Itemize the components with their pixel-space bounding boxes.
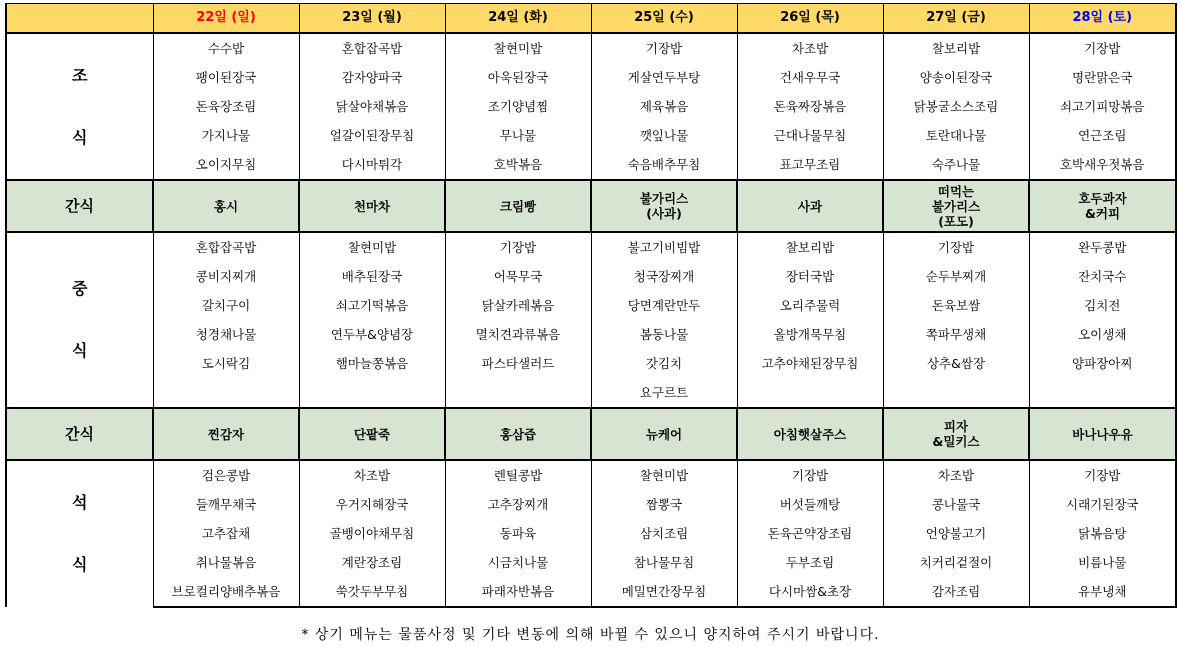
menu-item: 당면계란만두 — [591, 291, 737, 320]
menu-item: 언양불고기 — [883, 519, 1029, 548]
menu-item: 제육볶음 — [591, 92, 737, 121]
menu-item: 시래기된장국 — [1029, 490, 1176, 519]
menu-row — [6, 548, 1176, 577]
menu-item: 호박새우젓볶음 — [1029, 150, 1176, 180]
meal-label — [6, 33, 153, 180]
menu-item: 기장밥 — [445, 232, 591, 262]
menu-item: 토란대나물 — [883, 121, 1029, 150]
meal-label-bottom: 식 — [72, 341, 88, 360]
menu-item: 아욱된장국 — [445, 63, 591, 92]
menu-item: 찰보리밥 — [883, 33, 1029, 63]
menu-item: 비름나물 — [1029, 548, 1176, 577]
menu-item: 기장밥 — [737, 460, 883, 490]
menu-item: 찰현미밥 — [445, 33, 591, 63]
menu-item: 불고기비빔밥 — [591, 232, 737, 262]
meal-label-bottom: 식 — [72, 127, 88, 147]
snack-item: 바나나우유 — [1029, 408, 1176, 460]
menu-item: 기장밥 — [1029, 33, 1176, 63]
snack-row — [6, 180, 1176, 232]
menu-item: 오리주물럭 — [737, 291, 883, 320]
menu-item: 검은콩밥 — [153, 460, 299, 490]
menu-item: 우거지해장국 — [299, 490, 445, 519]
header-corner — [6, 4, 153, 34]
menu-item: 버섯들깨탕 — [737, 490, 883, 519]
menu-item: 갓김치 — [591, 349, 737, 378]
day-header: 27일 (금) — [883, 4, 1029, 34]
menu-item: 청경채나물 — [153, 320, 299, 349]
menu-item: 고추잡채 — [153, 519, 299, 548]
menu-item: 렌틸콩밥 — [445, 460, 591, 490]
menu-item: 연두부&양념장 — [299, 320, 445, 349]
snack-item: 홍시 — [153, 180, 299, 232]
snack-item: 피자 &밀키스 — [883, 408, 1029, 460]
menu-item: 파래자반볶음 — [445, 577, 591, 607]
menu-item: 삼치조림 — [591, 519, 737, 548]
snack-item: 떠먹는 불가리스 (포도) — [883, 180, 1029, 232]
menu-item: 콩비지찌개 — [153, 262, 299, 291]
menu-row — [6, 92, 1176, 121]
menu-item: 다시마튀각 — [299, 150, 445, 180]
menu-item: 혼합잡곡밥 — [153, 232, 299, 262]
menu-item: 상추&쌈장 — [883, 349, 1029, 378]
menu-item: 숙음배추무침 — [591, 150, 737, 180]
snack-item: 뉴케어 — [591, 408, 737, 460]
menu-item: 햄마늘쫑볶음 — [299, 349, 445, 378]
menu-item — [883, 378, 1029, 408]
menu-item: 호박볶음 — [445, 150, 591, 180]
menu-item: 찰현미밥 — [299, 232, 445, 262]
menu-item: 감자조림 — [883, 577, 1029, 607]
menu-item: 고추장찌개 — [445, 490, 591, 519]
snack-item: 크림빵 — [445, 180, 591, 232]
menu-row — [6, 460, 1176, 490]
menu-item: 오이생채 — [1029, 320, 1176, 349]
menu-item: 도시락김 — [153, 349, 299, 378]
menu-row — [6, 519, 1176, 548]
menu-item: 계란장조림 — [299, 548, 445, 577]
day-header: 24일 (화) — [445, 4, 591, 34]
menu-item: 메밀면간장무침 — [591, 577, 737, 607]
menu-item: 봄동나물 — [591, 320, 737, 349]
menu-item: 양파장아찌 — [1029, 349, 1176, 378]
meal-label-bottom: 식 — [72, 555, 88, 574]
menu-item: 가지나물 — [153, 121, 299, 150]
menu-item: 요구르트 — [591, 378, 737, 408]
menu-item: 차조밥 — [883, 460, 1029, 490]
menu-item: 완두콩밥 — [1029, 232, 1176, 262]
snack-item: 천마차 — [299, 180, 445, 232]
menu-item: 취나물볶음 — [153, 548, 299, 577]
meal-label — [6, 460, 153, 607]
snack-item: 아침햇살주스 — [737, 408, 883, 460]
menu-item: 차조밥 — [737, 33, 883, 63]
menu-item: 돈육장조림 — [153, 92, 299, 121]
snack-label: 간식 — [6, 180, 153, 232]
menu-row — [6, 232, 1176, 262]
menu-item: 닭볶음탕 — [1029, 519, 1176, 548]
menu-item: 깻잎나물 — [591, 121, 737, 150]
menu-item: 찰보리밥 — [737, 232, 883, 262]
menu-item: 순두부찌개 — [883, 262, 1029, 291]
menu-item: 차조밥 — [299, 460, 445, 490]
snack-item: 사과 — [737, 180, 883, 232]
menu-item: 청국장찌개 — [591, 262, 737, 291]
snack-row — [6, 408, 1176, 460]
menu-item: 건새우무국 — [737, 63, 883, 92]
menu-item: 닭살카레볶음 — [445, 291, 591, 320]
meal-label-top: 중 — [72, 279, 88, 298]
snack-item: 호두과자 &커피 — [1029, 180, 1176, 232]
menu-item: 쇠고기떡볶음 — [299, 291, 445, 320]
menu-item: 연근조림 — [1029, 121, 1176, 150]
header-row — [6, 4, 1176, 34]
menu-item: 양송이된장국 — [883, 63, 1029, 92]
menu-item: 오이지무침 — [153, 150, 299, 180]
meal-label-top: 석 — [72, 493, 88, 512]
menu-item: 잔치국수 — [1029, 262, 1176, 291]
menu-item: 닭봉굴소스조림 — [883, 92, 1029, 121]
menu-row — [6, 121, 1176, 150]
meal-label-top: 조 — [72, 65, 88, 85]
day-header: 25일 (수) — [591, 4, 737, 34]
menu-item: 조기양념찜 — [445, 92, 591, 121]
menu-item: 표고무조림 — [737, 150, 883, 180]
menu-item: 시금치나물 — [445, 548, 591, 577]
menu-item: 브로컬리양배추볶음 — [153, 577, 299, 607]
menu-change-notice: * 상기 메뉴는 물품사정 및 기타 변동에 의해 바뀔 수 있으니 양지하여 주시기 바랍니다. — [301, 627, 880, 643]
menu-item: 유부냉채 — [1029, 577, 1176, 607]
menu-item: 명란맑은국 — [1029, 63, 1176, 92]
menu-item — [153, 378, 299, 408]
menu-item: 콩나물국 — [883, 490, 1029, 519]
menu-item: 돈육짜장볶음 — [737, 92, 883, 121]
menu-row — [6, 63, 1176, 92]
menu-item: 근대나물무침 — [737, 121, 883, 150]
menu-row — [6, 262, 1176, 291]
menu-item: 닭살야채볶음 — [299, 92, 445, 121]
menu-item: 팽이된장국 — [153, 63, 299, 92]
weekly-menu-table — [5, 3, 1177, 608]
menu-item: 수수밥 — [153, 33, 299, 63]
menu-item: 두부조림 — [737, 548, 883, 577]
menu-item: 다시마쌈&초장 — [737, 577, 883, 607]
snack-item: 홍삼즙 — [445, 408, 591, 460]
menu-item: 갈치구이 — [153, 291, 299, 320]
menu-row — [6, 320, 1176, 349]
menu-item: 얼갈이된장무침 — [299, 121, 445, 150]
menu-item: 찰현미밥 — [591, 460, 737, 490]
menu-item: 치커리겉절이 — [883, 548, 1029, 577]
menu-item: 파스타샐러드 — [445, 349, 591, 378]
menu-item: 기장밥 — [591, 33, 737, 63]
menu-item — [445, 378, 591, 408]
menu-item: 김치전 — [1029, 291, 1176, 320]
day-header: 26일 (목) — [737, 4, 883, 34]
menu-item: 장터국밥 — [737, 262, 883, 291]
menu-item: 배추된장국 — [299, 262, 445, 291]
day-header: 22일 (일) — [153, 4, 299, 34]
menu-item: 쪽파무생채 — [883, 320, 1029, 349]
snack-item: 단팥죽 — [299, 408, 445, 460]
menu-item — [299, 378, 445, 408]
menu-item: 골뱅이야채무침 — [299, 519, 445, 548]
menu-item: 들깨무채국 — [153, 490, 299, 519]
day-header: 28일 (토) — [1029, 4, 1176, 34]
menu-item: 올방개묵무침 — [737, 320, 883, 349]
day-header: 23일 (월) — [299, 4, 445, 34]
menu-item: 게살연두부탕 — [591, 63, 737, 92]
menu-item: 쑥갓두부무침 — [299, 577, 445, 607]
menu-item: 돈육곤약장조림 — [737, 519, 883, 548]
snack-item: 찐감자 — [153, 408, 299, 460]
menu-item — [737, 378, 883, 408]
menu-item: 숙주나물 — [883, 150, 1029, 180]
menu-item: 기장밥 — [1029, 460, 1176, 490]
menu-row — [6, 33, 1176, 63]
snack-label: 간식 — [6, 408, 153, 460]
menu-row — [6, 378, 1176, 408]
menu-row — [6, 150, 1176, 180]
menu-item: 고추야채된장무침 — [737, 349, 883, 378]
menu-item: 혼합잡곡밥 — [299, 33, 445, 63]
menu-row — [6, 577, 1176, 607]
menu-item: 멸치견과류볶음 — [445, 320, 591, 349]
menu-item: 짬뽕국 — [591, 490, 737, 519]
menu-item: 쇠고기피망볶음 — [1029, 92, 1176, 121]
menu-item: 감자양파국 — [299, 63, 445, 92]
menu-item: 참나물무침 — [591, 548, 737, 577]
menu-item: 돈육보쌈 — [883, 291, 1029, 320]
menu-item — [1029, 378, 1176, 408]
menu-item: 기장밥 — [883, 232, 1029, 262]
menu-row — [6, 490, 1176, 519]
meal-label — [6, 232, 153, 408]
menu-row — [6, 291, 1176, 320]
menu-item: 동파육 — [445, 519, 591, 548]
menu-item: 무나물 — [445, 121, 591, 150]
menu-row — [6, 349, 1176, 378]
menu-item: 어묵무국 — [445, 262, 591, 291]
snack-item: 불가리스 (사과) — [591, 180, 737, 232]
